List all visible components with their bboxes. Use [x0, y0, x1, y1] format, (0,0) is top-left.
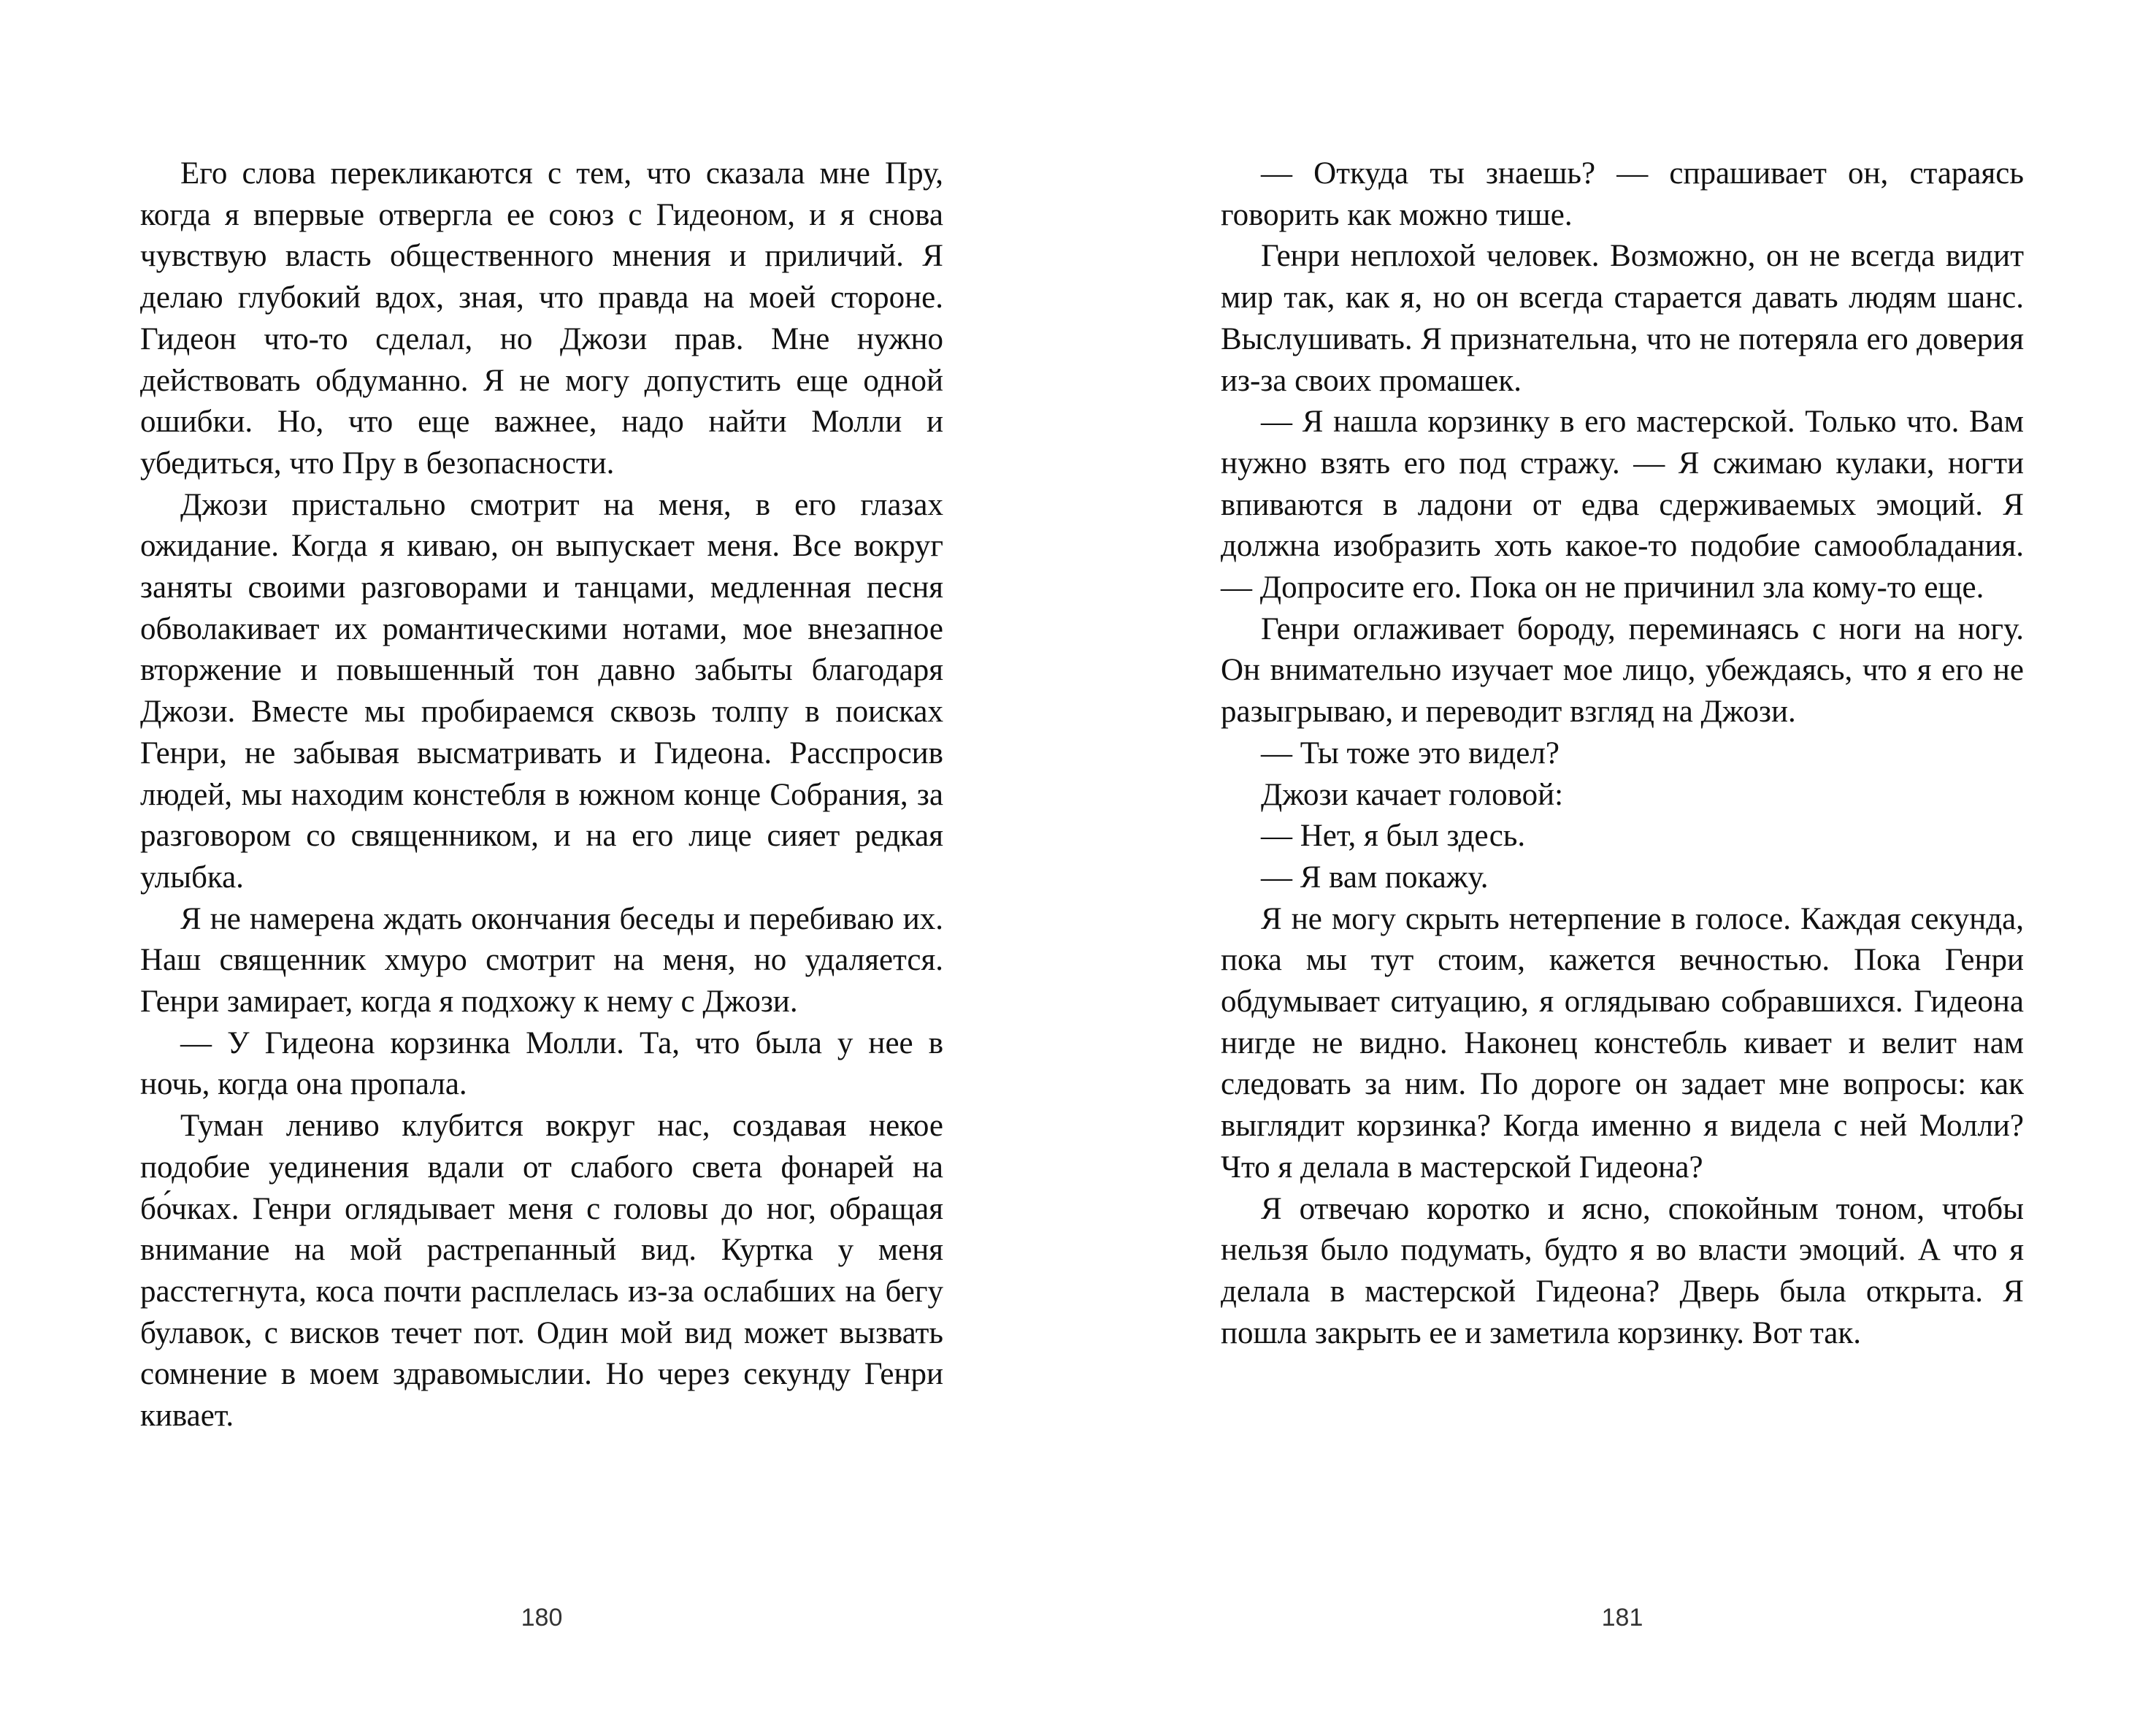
paragraph: — Ты тоже это видел? [1261, 735, 1560, 770]
right-page [1221, 153, 2024, 1354]
paragraph: Генри оглаживает бороду, переминаясь с ноги на ногу. Он внимательно изучает мое лицо, убеждаясь, что я его не разыгрываю, и переводит взгляд на Джози. [1221, 611, 2024, 730]
paragraph: Я отвечаю коротко и ясно, спокойным тоном, чтобы нельзя было подумать, будто я во власти эмоций. А что я делала в мастерской Гидеона? Дверь была открыта. Я пошла закрыть ее и заметила корзинку. Вот так. [1221, 1191, 2024, 1350]
paragraph: — Нет, я был здесь. [1261, 819, 1526, 854]
paragraph: — Я вам покажу. [1261, 860, 1489, 895]
left-page [140, 153, 943, 1437]
paragraph: Туман лениво клубится вокруг нас, создавая некое подобие уединения вдали от слабого света фонарей на бо́чках. Генри оглядывает меня с головы до ног, обращая внимание на мой растрепанный вид. Куртка у меня расстегнута, коса почти расплелась из-за ослабших на бегу булавок, с висков течет пот. Один мой вид может вызвать сомнение в моем здравомыслии. Но через секунду Генри кивает. [140, 1109, 943, 1434]
page-number-right: 181 [1601, 1604, 1643, 1632]
page-number-left: 180 [521, 1604, 563, 1632]
paragraph: — Я нашла корзинку в его мастерской. Только что. Вам нужно взять его под стражу. — Я сжимаю кулаки, ногти впиваются в ладони от едва сдерживаемых эмоций. Я должна изобразить хоть какое-то подобие самообладания. — Допросите его. Пока он не причинил зла кому-то еще. [1221, 405, 2024, 605]
paragraph: Джози качает головой: [1261, 777, 1564, 812]
right-page-text [1221, 153, 2024, 1354]
paragraph: Джози пристально смотрит на меня, в его глазах ожидание. Когда я киваю, он выпускает меня. Все вокруг заняты своими разговорами и танцами, медленная песня обволакивает их романтическими нотами, мое внезапное вторжение и повышенный тон давно забыты благодаря Джози. Вместе мы пробираемся сквозь толпу в поисках Генри, не забывая высматривать и Гидеона. Расспросив людей, мы находим констебля в южном конце Собрания, за разговором со священником, и на его лице сияет редкая улыбка. [140, 487, 943, 895]
paragraph: Его слова перекликаются с тем, что сказала мне Пру, когда я впервые отвергла ее союз с Гидеоном, и я снова чувствую власть общественного мнения и приличий. Я делаю глубокий вдох, зная, что правда на моей стороне. Гидеон что-то сделал, но Джози прав. Мне нужно действовать обдуманно. Я не могу допустить еще одной ошибки. Но, что еще важнее, надо найти Молли и убедиться, что Пру в безопасности. [140, 156, 943, 481]
paragraph: Я не могу скрыть нетерпение в голосе. Каждая секунда, пока мы тут стоим, кажется вечностью. Пока Генри обдумывает ситуацию, я оглядываю собравшихся. Гидеона нигде не видно. Наконец констебль кивает и велит нам следовать за ним. По дороге он задает мне вопросы: как выглядит корзинка? Когда именно я видела с ней Молли? Что я делала в мастерской Гидеона? [1221, 901, 2024, 1185]
paragraph: — Откуда ты знаешь? — спрашивает он, стараясь говорить как можно тише. [1221, 156, 2024, 232]
left-page-text [140, 153, 943, 1437]
paragraph: Генри неплохой человек. Возможно, он не всегда видит мир так, как я, но он всегда старается давать людям шанс. Выслушивать. Я признательна, что не потеряла его доверия из-за своих промашек. [1221, 239, 2024, 398]
paragraph: Я не намерена ждать окончания беседы и перебиваю их. Наш священник хмуро смотрит на меня, но удаляется. Генри замирает, когда я подхожу к нему с Джози. [140, 901, 943, 1020]
paragraph: — У Гидеона корзинка Молли. Та, что была у нее в ночь, когда она пропала. [140, 1025, 943, 1102]
